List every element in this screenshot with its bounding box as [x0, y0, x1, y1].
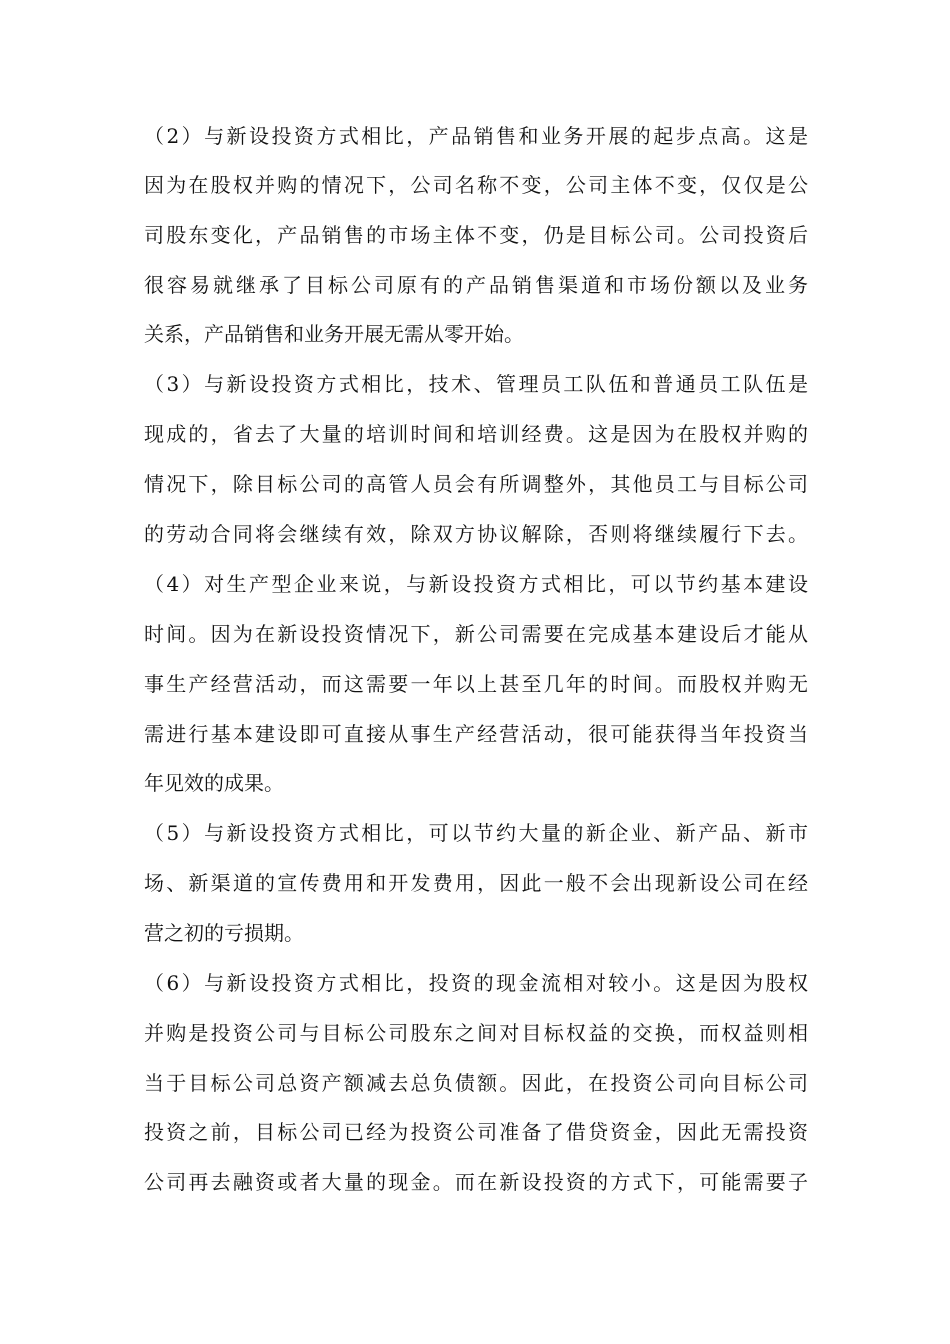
paragraph-3-line-4: 的劳动合同将会继续有效，除双方协议解除，否则将继续履行下去。	[144, 522, 808, 546]
paragraph-2-line-3: 司股东变化，产品销售的市场主体不变，仍是目标公司。公司投资后	[144, 223, 808, 247]
paragraph-6-line-2: 并购是投资公司与目标公司股东之间对目标权益的交换，而权益则相	[144, 1021, 808, 1045]
paragraph-2-line-1: （2）与新设投资方式相比，产品销售和业务开展的起步点高。这是	[144, 124, 808, 148]
paragraph-5-line-3: 营之初的亏损期。	[144, 921, 304, 945]
paragraph-6-line-3: 当于目标公司总资产额减去总负债额。因此，在投资公司向目标公司	[144, 1071, 808, 1095]
paragraph-5-line-1: （5）与新设投资方式相比，可以节约大量的新企业、新产品、新市	[144, 821, 808, 845]
paragraph-3-line-3: 情况下，除目标公司的高管人员会有所调整外，其他员工与目标公司	[144, 472, 808, 496]
paragraph-3-line-2: 现成的，省去了大量的培训时间和培训经费。这是因为在股权并购的	[144, 422, 808, 446]
paragraph-4-line-4: 需进行基本建设即可直接从事生产经营活动，很可能获得当年投资当	[144, 722, 808, 746]
paragraph-5-line-2: 场、新渠道的宣传费用和开发费用，因此一般不会出现新设公司在经	[144, 871, 808, 895]
paragraph-6-line-1: （6）与新设投资方式相比，投资的现金流相对较小。这是因为股权	[144, 971, 808, 995]
paragraph-2-line-2: 因为在股权并购的情况下，公司名称不变，公司主体不变，仅仅是公	[144, 173, 808, 197]
paragraph-4-line-1: （4）对生产型企业来说，与新设投资方式相比，可以节约基本建设	[144, 572, 808, 596]
paragraph-6-line-5: 公司再去融资或者大量的现金。而在新设投资的方式下，可能需要子	[144, 1170, 808, 1194]
paragraph-4-line-5: 年见效的成果。	[144, 771, 284, 795]
paragraph-4-line-2: 时间。因为在新设投资情况下，新公司需要在完成基本建设后才能从	[144, 622, 808, 646]
paragraph-2-line-4: 很容易就继承了目标公司原有的产品销售渠道和市场份额以及业务	[144, 273, 808, 297]
paragraph-6-line-4: 投资之前，目标公司已经为投资公司准备了借贷资金，因此无需投资	[144, 1120, 808, 1144]
paragraph-2-line-5: 关系，产品销售和业务开展无需从零开始。	[144, 322, 524, 346]
paragraph-4-line-3: 事生产经营活动，而这需要一年以上甚至几年的时间。而股权并购无	[144, 672, 808, 696]
paragraph-3-line-1: （3）与新设投资方式相比，技术、管理员工队伍和普通员工队伍是	[144, 372, 808, 396]
